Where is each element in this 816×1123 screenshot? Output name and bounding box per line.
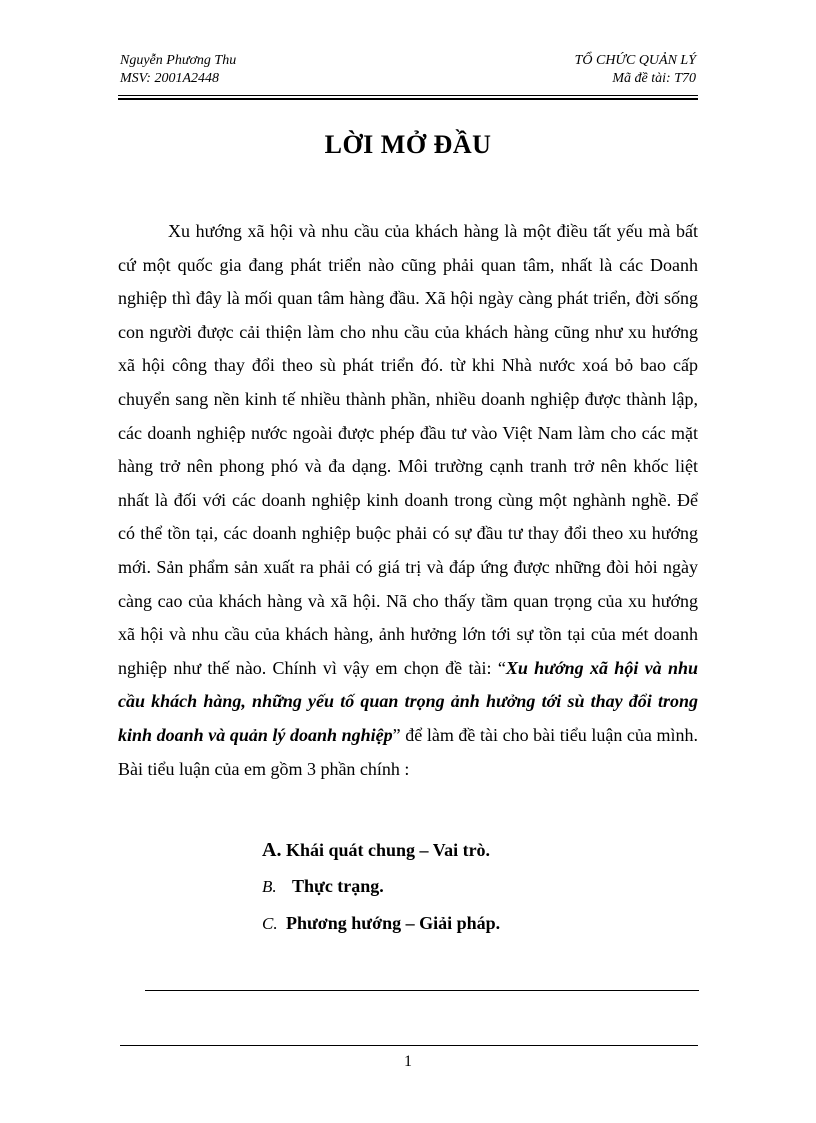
page-number: 1 — [404, 1053, 412, 1070]
list-label: Thực trạng. — [292, 876, 384, 896]
footer-divider-bottom — [120, 1045, 698, 1046]
list-label: Khái quát chung – Vai trò. — [286, 840, 491, 860]
intro-body — [118, 215, 698, 786]
topic-code: Mã đề tài: T70 — [612, 71, 696, 86]
intro-paragraph — [118, 215, 698, 786]
list-letter: A. — [262, 839, 282, 861]
header-divider-thick — [118, 98, 698, 100]
author-name: Nguyễn Phương Thu — [120, 53, 237, 68]
list-item — [262, 905, 500, 942]
topic-title-emphasis: Xu hướng xã hội và nhu cầu khách hàng, những yếu tố quan trọng ảnh hưởng tới sù thay đổi trong kinh doanh và quản lý doanh nghiệp — [118, 657, 698, 745]
course-name: TỔ CHỨC QUẢN LÝ — [574, 53, 696, 68]
list-letter: C. — [262, 914, 278, 933]
header-divider — [118, 95, 698, 96]
student-id: MSV: 2001A2448 — [120, 71, 220, 86]
list-item — [262, 868, 500, 905]
header-right — [575, 52, 696, 88]
section-list — [262, 832, 500, 942]
header-left — [120, 52, 236, 88]
list-letter: B. — [262, 877, 277, 896]
intro-text-end: ” để làm đề tài cho bài tiểu luận của mình. Bài tiểu luận của em gồm 3 phần chính : — [118, 724, 698, 779]
list-label: Phương hướng – Giải pháp. — [286, 913, 501, 933]
footer-divider — [145, 990, 699, 991]
page-title: LỜI MỞ ĐẦU — [324, 130, 492, 159]
intro-text-start: Xu hướng xã hội và nhu cầu của khách hàng là một điều tất yếu mà bất cứ một quốc gia đang phát triển nào cũng phải quan tâm, nhất là các Doanh nghiệp thì đây là mối quan tâm hàng đầu. Xã hội ngày càng phát triển, đời sống con người được cải thiện làm cho nhu cầu của khách hàng cũng như xu hướng xã hội công thay đổi theo sù phát triển đó. từ khi Nhà nước xoá bỏ bao cấp chuyển sang nền kinh tế nhiều thành phần, nhiều doanh nghiệp được thành lập, các doanh nghiệp nước ngoài được phép đầu tư vào Việt Nam làm cho các mặt hàng trở nên phong phó và đa dạng. Môi trường cạnh tranh trở nên khốc liệt nhất là đối với các doanh nghiệp kinh doanh trong cùng một nghành nghề. Để có thể tồn tại, các doanh nghiệp buộc phải có sự đầu tư thay đổi theo xu hướng mới. Sản phẩm sản xuất ra phải có giá trị và đáp ứng được những đòi hỏi ngày càng cao của khách hàng và xã hội. Nã cho thấy tầm quan trọng của xu hướng xã hội và nhu cầu của khách hàng, ảnh hưởng lớn tới sự tồn tại của mét doanh nghiệp như thế nào. Chính vì vậy em chọn đề tài: “ — [118, 221, 698, 678]
list-item — [262, 832, 500, 868]
